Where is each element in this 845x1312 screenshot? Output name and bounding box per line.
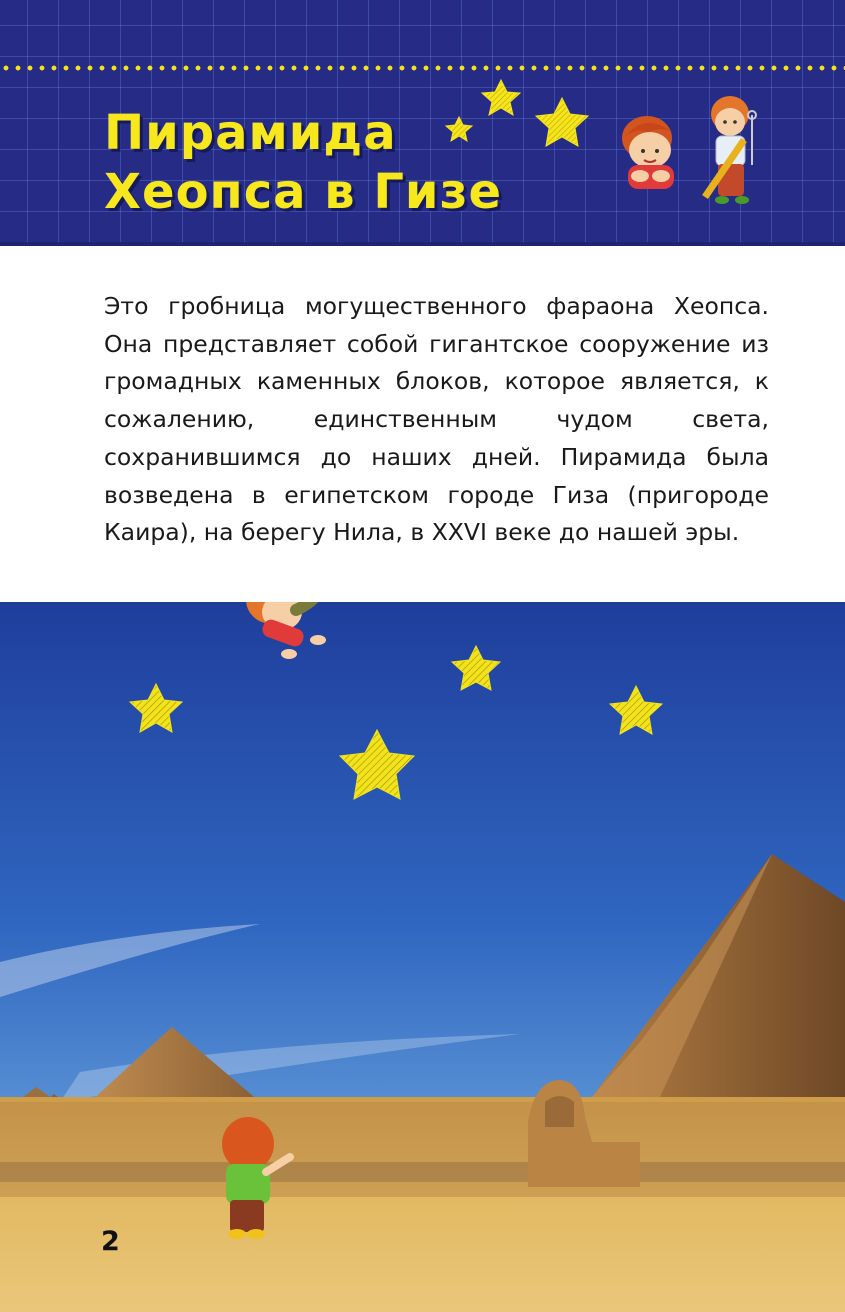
star-icon	[536, 98, 588, 146]
header-decorations	[0, 0, 845, 246]
header-bottom-border	[0, 242, 845, 246]
star-icon	[446, 117, 472, 141]
title-line-1: Пирамида	[104, 105, 397, 161]
kid-lying-illustration	[622, 116, 674, 189]
page-number: 2	[101, 1226, 120, 1257]
giza-scene	[0, 602, 845, 1312]
title-line-2: Хеопса в Гизе	[104, 164, 503, 220]
intro-paragraph: Это гробница могущественного фараона Хеопса. Она представляет собой гигантское сооружение из громадных каменных блоков, которое является, к сожалению, единственным чудом света, сохранившимся до наших дней. Пирамида была возведена в египетском городе Гиза (пригороде Каира), на берегу Нила, в XXVI веке до нашей эры.	[104, 292, 769, 547]
pyramids-photo	[0, 602, 845, 1312]
kid-with-pencil-illustration	[705, 96, 756, 204]
star-icon	[482, 80, 520, 115]
header-banner	[0, 0, 845, 246]
